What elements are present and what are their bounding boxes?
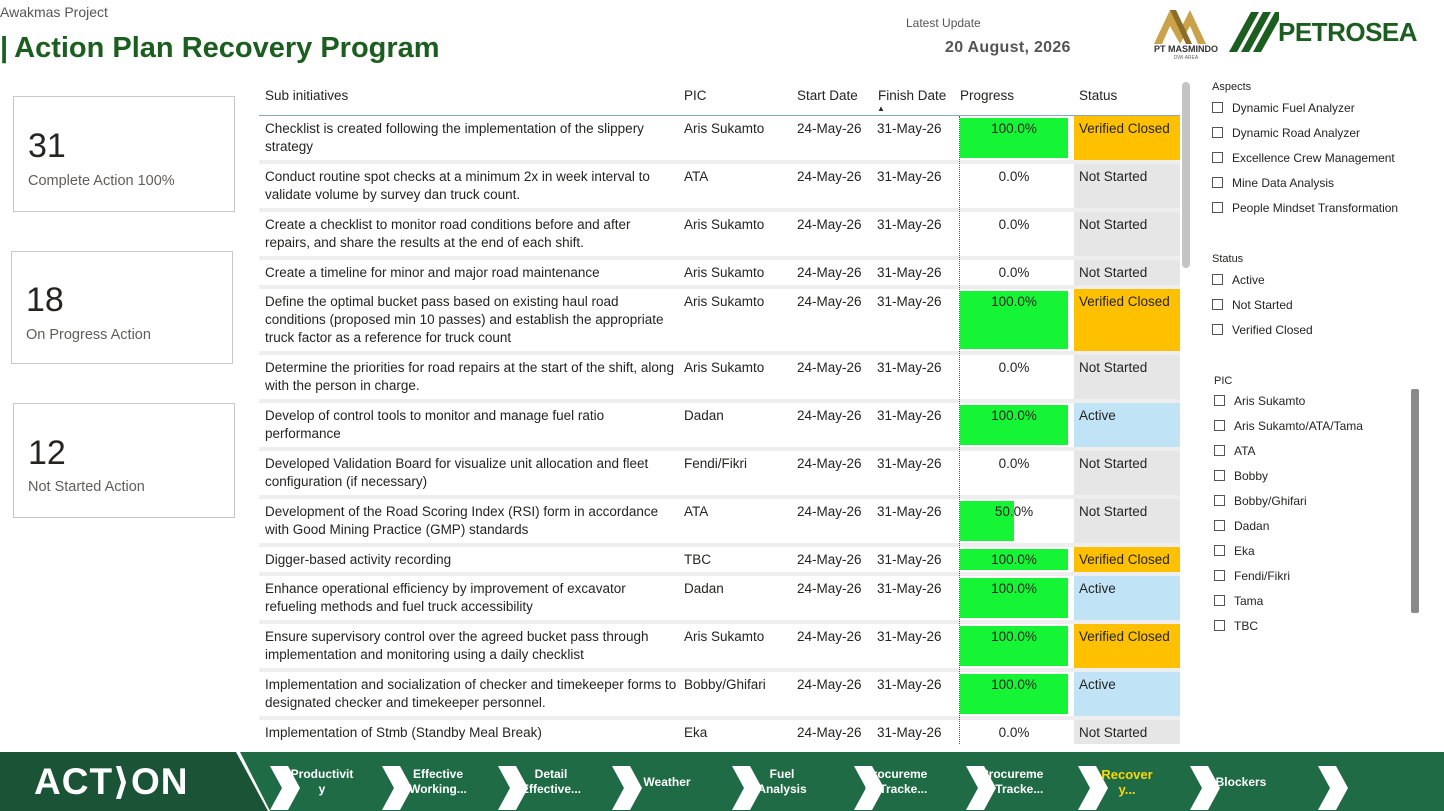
checkbox-icon[interactable] (1212, 152, 1223, 163)
progress-cell (960, 289, 1074, 351)
progress-value: 100.0% (991, 294, 1037, 309)
pic-option[interactable] (1214, 519, 1269, 533)
aspects-option-label: Mine Data Analysis (1232, 176, 1335, 190)
aspects-option[interactable] (1212, 101, 1355, 115)
pic-option[interactable] (1214, 444, 1256, 458)
nav-page-7[interactable]: Procureme nt Tracke... (980, 767, 1044, 796)
header-finish-date[interactable]: Finish Date (878, 88, 947, 103)
aspects-option[interactable] (1212, 151, 1395, 165)
pic-slicer-scrollbar[interactable] (1411, 389, 1419, 613)
sub-initiative-cell: Determine the priorities for road repairs at the start of the shift, along with the person in charge. (265, 360, 674, 393)
sub-initiative-cell: Development of the Road Scoring Index (RSI) form in accordance with Good Mining Practice (GMP) standards (265, 504, 659, 537)
pic-option-label: Aris Sukamto (1234, 394, 1306, 408)
finish-date-cell: 31-May-26 (877, 360, 942, 375)
start-date-cell: 24-May-26 (797, 217, 862, 232)
pic-cell: ATA (684, 169, 709, 184)
status-cell: Not Started (1074, 164, 1180, 208)
pic-cell: Dadan (684, 581, 724, 596)
status-cell: Not Started (1074, 720, 1180, 744)
checkbox-icon[interactable] (1214, 620, 1225, 631)
header-status[interactable]: Status (1079, 88, 1118, 103)
pic-cell: ATA (684, 504, 709, 519)
status-option[interactable] (1212, 298, 1293, 312)
title-bar: | (0, 32, 9, 64)
progress-value: 100.0% (991, 121, 1037, 136)
sub-initiative-cell: Enhance operational efficiency by improvement of excavator refueling methods and fuel truck accessibility (265, 581, 626, 614)
progress-cell (960, 403, 1074, 447)
pic-option-label: Bobby (1234, 469, 1269, 483)
status-cell: Not Started (1074, 260, 1180, 285)
sub-initiative-cell: Conduct routine spot checks at a minimum 2x in week interval to validate volume by survey dan truck count. (265, 169, 650, 202)
header-progress[interactable]: Progress (960, 88, 1015, 103)
progress-column-divider (959, 116, 960, 744)
status-cell: Verified Closed (1074, 547, 1180, 572)
not-started-action-count: 12 (28, 434, 66, 472)
status-option-label: Not Started (1232, 298, 1293, 312)
sub-initiative-cell: Implementation of Stmb (Standby Meal Break) (265, 725, 542, 740)
finish-date-cell: 31-May-26 (877, 504, 942, 519)
status-cell: Verified Closed (1074, 289, 1180, 351)
start-date-cell: 24-May-26 (797, 504, 862, 519)
start-date-cell: 24-May-26 (797, 265, 862, 280)
project-name: Awakmas Project (0, 4, 108, 20)
checkbox-icon[interactable] (1212, 202, 1223, 213)
table-row[interactable] (259, 547, 1180, 576)
masmindo-logo-text: PT MASMINDO (1154, 44, 1218, 54)
status-option-label: Verified Closed (1232, 323, 1313, 337)
checkbox-icon[interactable] (1212, 102, 1223, 113)
pic-cell: TBC (684, 552, 711, 567)
finish-date-cell: 31-May-26 (877, 456, 942, 471)
finish-date-cell: 31-May-26 (877, 552, 942, 567)
latest-update-label: Latest Update (906, 16, 981, 30)
masmindo-logo-subtext: DWI AREA (1173, 55, 1199, 61)
table-row[interactable] (259, 672, 1180, 720)
progress-value: 100.0% (991, 677, 1037, 692)
table-scrollbar-thumb[interactable] (1182, 82, 1190, 268)
progress-cell (960, 624, 1074, 668)
header-sub-initiatives[interactable]: Sub initiatives (265, 88, 349, 103)
action-plan-table (259, 80, 1180, 744)
title-text: Action Plan Recovery Program (14, 32, 440, 64)
aspects-option-label: Dynamic Fuel Analyzer (1232, 101, 1355, 115)
finish-date-cell: 31-May-26 (877, 725, 942, 740)
on-progress-action-count: 18 (26, 281, 64, 319)
pic-cell: Aris Sukamto (684, 629, 765, 644)
aspects-option-label: Dynamic Road Analyzer (1232, 126, 1361, 140)
progress-cell (960, 451, 1074, 495)
progress-value: 0.0% (998, 725, 1030, 740)
progress-value: 0.0% (998, 169, 1030, 184)
pic-cell: Fendi/Fikri (684, 456, 748, 471)
sub-initiative-cell: Developed Validation Board for visualize unit allocation and fleet configuration (if necessary) (265, 456, 649, 489)
pic-cell: Aris Sukamto (684, 360, 765, 375)
checkbox-icon[interactable] (1214, 420, 1225, 431)
aspects-option[interactable] (1212, 176, 1334, 190)
table-row[interactable] (259, 289, 1180, 355)
pic-option-label: Eka (1234, 544, 1255, 558)
checkbox-icon[interactable] (1214, 395, 1225, 406)
pic-cell: Aris Sukamto (684, 265, 765, 280)
start-date-cell: 24-May-26 (797, 677, 862, 692)
latest-update-date: 20 August, 2026 (945, 39, 1071, 56)
sub-initiative-cell: Ensure supervisory control over the agreed bucket pass through implementation and monitoring using a daily checklist (265, 629, 649, 662)
progress-cell (960, 576, 1074, 620)
pic-option-label: Dadan (1234, 519, 1270, 533)
aspects-option-label: Excellence Crew Management (1232, 151, 1395, 165)
pic-option-label: Tama (1234, 594, 1264, 608)
finish-date-cell: 31-May-26 (877, 169, 942, 184)
checkbox-icon[interactable] (1214, 495, 1225, 506)
finish-date-cell: 31-May-26 (877, 581, 942, 596)
status-cell: Not Started (1074, 499, 1180, 543)
on-progress-action-card (11, 251, 233, 364)
pic-option[interactable] (1214, 494, 1307, 508)
pic-option[interactable] (1214, 419, 1363, 433)
finish-date-cell: 31-May-26 (877, 408, 942, 423)
not-started-action-card (13, 403, 235, 518)
progress-cell (960, 672, 1074, 716)
pic-cell: Bobby/Ghifari (684, 677, 766, 692)
header-start-date[interactable]: Start Date (797, 88, 858, 103)
progress-cell (960, 547, 1074, 572)
progress-cell (960, 499, 1074, 543)
pic-cell: Aris Sukamto (684, 121, 765, 136)
sub-initiative-cell: Create a timeline for minor and major road maintenance (265, 265, 600, 280)
checkbox-icon[interactable] (1214, 545, 1225, 556)
status-cell: Not Started (1074, 451, 1180, 495)
sub-initiative-cell: Digger-based activity recording (265, 552, 452, 567)
pic-option[interactable] (1214, 619, 1258, 633)
table-row[interactable] (259, 164, 1180, 212)
finish-date-cell: 31-May-26 (877, 677, 942, 692)
pic-option-label: ATA (1234, 444, 1256, 458)
status-cell: Not Started (1074, 355, 1180, 399)
start-date-cell: 24-May-26 (797, 725, 862, 740)
navigation-footer (0, 752, 1444, 811)
status-option[interactable] (1212, 273, 1265, 287)
table-row[interactable] (259, 499, 1180, 547)
status-cell: Active (1074, 403, 1180, 447)
petrosea-logo-text: PETROSEA (1278, 17, 1418, 47)
pic-slicer-title: PIC (1214, 375, 1233, 387)
sub-initiative-cell: Implementation and socialization of checker and timekeeper forms to designated checker and timekeeper personnel. (265, 677, 677, 710)
checkbox-icon[interactable] (1212, 274, 1223, 285)
checkbox-icon[interactable] (1214, 470, 1225, 481)
finish-date-cell: 31-May-26 (877, 265, 942, 280)
finish-date-cell: 31-May-26 (877, 629, 942, 644)
start-date-cell: 24-May-26 (797, 629, 862, 644)
progress-cell (960, 720, 1074, 744)
status-option-label: Active (1232, 273, 1265, 287)
pic-option[interactable] (1214, 544, 1255, 558)
pic-option[interactable] (1214, 594, 1263, 608)
status-cell: Verified Closed (1074, 116, 1180, 160)
pic-cell: Aris Sukamto (684, 217, 765, 232)
start-date-cell: 24-May-26 (797, 169, 862, 184)
pic-cell: Dadan (684, 408, 724, 423)
table-row[interactable] (259, 212, 1180, 260)
table-row[interactable] (259, 720, 1180, 744)
action-logo: ACT⟩ON (34, 761, 189, 802)
sub-initiative-cell: Checklist is created following the implementation of the slippery strategy (265, 121, 644, 154)
nav-page-6[interactable]: Procureme nt Tracke... (864, 767, 928, 796)
checkbox-icon[interactable] (1212, 177, 1223, 188)
nav-page-2[interactable]: Effective Working... (409, 767, 467, 796)
start-date-cell: 24-May-26 (797, 581, 862, 596)
on-progress-action-label: On Progress Action (26, 327, 151, 343)
nav-page-4[interactable]: Weather (643, 774, 691, 789)
start-date-cell: 24-May-26 (797, 294, 862, 309)
progress-value: 0.0% (998, 265, 1030, 280)
finish-date-cell: 31-May-26 (877, 294, 942, 309)
status-cell: Not Started (1074, 212, 1180, 256)
aspects-option[interactable] (1212, 201, 1398, 215)
header-pic[interactable]: PIC (684, 88, 707, 103)
pic-option-label: Aris Sukamto/ATA/Tama (1234, 419, 1363, 433)
progress-cell (960, 164, 1074, 208)
finish-date-cell: 31-May-26 (877, 121, 942, 136)
nav-page-1[interactable]: Productivit y (290, 767, 354, 796)
checkbox-icon[interactable] (1214, 595, 1225, 606)
sort-ascending-icon: ▲ (877, 104, 885, 113)
status-cell: Active (1074, 672, 1180, 716)
checkbox-icon[interactable] (1214, 570, 1225, 581)
sub-initiative-cell: Create a checklist to monitor road conditions before and after repairs, and share the results at the end of each shift. (265, 217, 631, 250)
progress-value: 0.0% (998, 217, 1030, 232)
aspects-slicer-title: Aspects (1212, 81, 1252, 93)
aspects-option[interactable] (1212, 126, 1360, 140)
table-row[interactable] (259, 116, 1180, 164)
pic-option-label: Fendi/Fikri (1234, 569, 1291, 583)
complete-action-card (13, 96, 235, 212)
checkbox-icon[interactable] (1214, 445, 1225, 456)
checkbox-icon[interactable] (1212, 324, 1223, 335)
table-row[interactable] (259, 624, 1180, 672)
pic-option[interactable] (1214, 394, 1305, 408)
table-row[interactable] (259, 260, 1180, 289)
progress-value: 0.0% (998, 456, 1030, 471)
start-date-cell: 24-May-26 (797, 121, 862, 136)
complete-action-label: Complete Action 100% (28, 173, 175, 189)
complete-action-count: 31 (28, 127, 66, 165)
nav-page-8[interactable]: Recover y... (1101, 767, 1153, 797)
table-row[interactable] (259, 355, 1180, 403)
pic-cell: Aris Sukamto (684, 294, 765, 309)
pic-cell: Eka (684, 725, 708, 740)
start-date-cell: 24-May-26 (797, 408, 862, 423)
pic-option-label: Bobby/Ghifari (1234, 494, 1307, 508)
table-row[interactable] (259, 403, 1180, 451)
table-row[interactable] (259, 576, 1180, 624)
progress-value: 100.0% (991, 552, 1037, 567)
pic-option[interactable] (1214, 469, 1268, 483)
nav-page-9[interactable]: Blockers (1215, 774, 1267, 789)
nav-page-3[interactable]: Detail Effective... (520, 767, 582, 796)
pic-option-label: TBC (1234, 619, 1258, 633)
checkbox-icon[interactable] (1212, 127, 1223, 138)
status-option[interactable] (1212, 323, 1313, 337)
start-date-cell: 24-May-26 (797, 456, 862, 471)
status-slicer-title: Status (1212, 253, 1244, 265)
sub-initiative-cell: Define the optimal bucket pass based on existing haul road conditions (proposed min 10 passes) and establish the appropriate truck factor as a reference for truck count (265, 294, 664, 345)
progress-value: 100.0% (991, 408, 1037, 423)
finish-date-cell: 31-May-26 (877, 217, 942, 232)
checkbox-icon[interactable] (1214, 520, 1225, 531)
nav-page-5[interactable]: Fuel Analysis (757, 767, 807, 796)
progress-value: 0.0% (998, 360, 1030, 375)
pic-option[interactable] (1214, 569, 1290, 583)
progress-value: 100.0% (991, 629, 1037, 644)
status-cell: Active (1074, 576, 1180, 620)
progress-value: 100.0% (991, 581, 1037, 596)
aspects-option-label: People Mindset Transformation (1232, 201, 1399, 215)
sub-initiative-cell: Develop of control tools to monitor and manage fuel ratio performance (265, 408, 605, 441)
start-date-cell: 24-May-26 (797, 552, 862, 567)
progress-value: 50.0% (994, 504, 1034, 519)
progress-cell (960, 116, 1074, 160)
checkbox-icon[interactable] (1212, 299, 1223, 310)
status-cell: Verified Closed (1074, 624, 1180, 668)
not-started-action-label: Not Started Action (28, 479, 145, 495)
start-date-cell: 24-May-26 (797, 360, 862, 375)
progress-cell (960, 355, 1074, 399)
progress-cell (960, 212, 1074, 256)
table-body (259, 116, 1180, 744)
table-row[interactable] (259, 451, 1180, 499)
progress-cell (960, 260, 1074, 285)
page-title (0, 32, 440, 65)
table-header (259, 80, 1180, 116)
